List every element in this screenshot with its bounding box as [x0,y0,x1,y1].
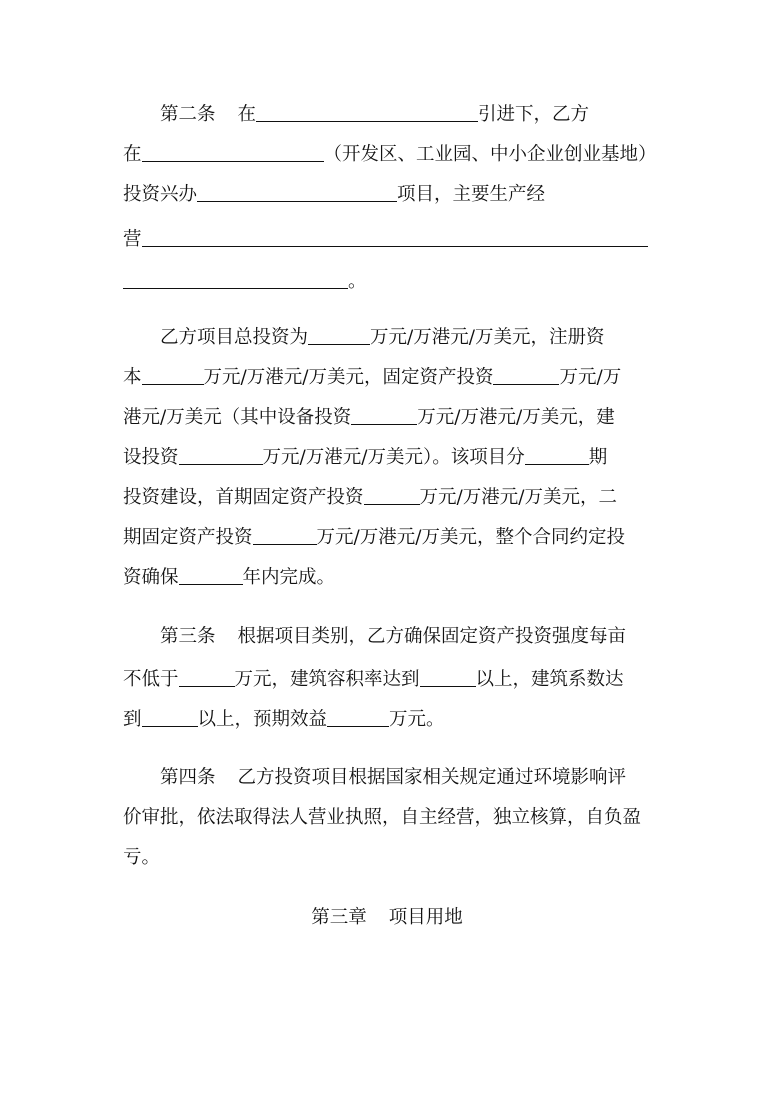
article3-text: 万元。 [389,709,445,730]
investment-text: 乙方项目总投资为 [160,327,309,348]
article2-text-4: （开发区、工业园、中小企业创业基地） [323,144,657,165]
article4-text: 亏。 [123,847,161,868]
chapter3-heading [0,898,774,938]
article4-line-2 [123,798,641,838]
investment-line-2 [123,358,621,398]
article2-label: 第二条 [160,104,216,125]
investment-line-7 [123,558,335,598]
article4-text: 价审批，依法取得法人营业执照，自主经营，独立核算，自负盈 [123,807,642,828]
investment-text: 设投资 [123,447,179,468]
blank-building-coefficient [142,707,198,727]
article2-line-4 [123,220,648,260]
investment-text: 期 [588,447,608,468]
investment-text: 期固定资产投资 [123,527,253,548]
article2-text-6: 项目，主要生产经 [397,184,546,205]
investment-text: 港元/万美元（其中设备投资 [123,407,352,428]
article3-text: 以上，预期效益 [197,709,328,730]
investment-text: 资确保 [123,567,179,588]
chapter3-title: 项目用地 [388,907,463,928]
investment-text: 万元/万港元/万美元，注册资 [370,327,605,348]
investment-text: 万元/万 [559,367,622,388]
blank-plot-ratio [420,667,476,687]
blank-business-scope-2 [123,269,348,289]
article2-text-5: 投资兴办 [123,184,198,205]
investment-text: 万元/万港元/万美元，建 [417,407,615,428]
investment-line-6 [123,518,625,558]
blank-business-scope-1 [142,227,648,247]
blank-intensity [179,667,235,687]
article4-line-1 [160,758,626,798]
investment-line-5 [123,478,617,518]
article4-line-3 [123,838,160,878]
article3-text: 到 [123,709,142,730]
blank-introducer [256,102,478,122]
investment-text: 万元/万港元/万美元，固定资产投资 [203,367,494,388]
article2-text-3: 在 [123,144,142,165]
article3-text: 以上，建筑系数达 [475,669,624,690]
investment-line-1 [160,318,604,358]
blank-fixed-assets [493,365,559,385]
investment-line-4 [123,438,607,478]
blank-registered-capital [142,365,204,385]
investment-text: 投资建设，首期固定资产投资 [123,487,364,508]
investment-text: 万元/万港元/万美元）。该项目分 [262,447,525,468]
article3-line-3 [123,700,445,740]
blank-completion-years [179,565,243,585]
blank-total-investment [308,325,370,345]
chapter3-label: 第三章 [311,907,367,928]
article3-text: 不低于 [123,669,179,690]
investment-text: 万元/万港元/万美元，整个合同约定投 [316,527,625,548]
article2-text-7: 营 [123,229,142,250]
article2-line-3 [123,175,545,215]
article3-label: 第三条 [160,626,216,647]
blank-construction-investment [179,445,263,465]
article2-text-1: 在 [237,104,257,125]
investment-text: 年内完成。 [242,567,336,588]
blank-expected-benefit [327,707,389,727]
article3-text: 万元，建筑容积率达到 [234,669,420,690]
article2-line-5 [123,262,367,302]
blank-zone [142,142,324,162]
article3-line-2 [123,660,624,700]
article3-line-1 [160,617,626,657]
investment-line-3 [123,398,615,438]
blank-project [197,182,397,202]
investment-text: 万元/万港元/万美元，二 [419,487,617,508]
article3-text: 根据项目类别，乙方确保固定资产投资强度每亩 [237,626,627,647]
article2-line-2 [123,135,657,175]
investment-text: 本 [123,367,142,388]
article4-text: 乙方投资项目根据国家相关规定通过环境影响评 [237,767,627,788]
article2-text-2: 引进下，乙方 [478,104,590,125]
article2-text-8: 。 [348,271,367,292]
blank-phase2-investment [253,525,317,545]
article4-label: 第四条 [160,767,216,788]
blank-phase1-investment [364,485,420,505]
blank-equipment-investment [351,405,417,425]
blank-phases [525,445,589,465]
article2-line-1 [160,95,589,135]
